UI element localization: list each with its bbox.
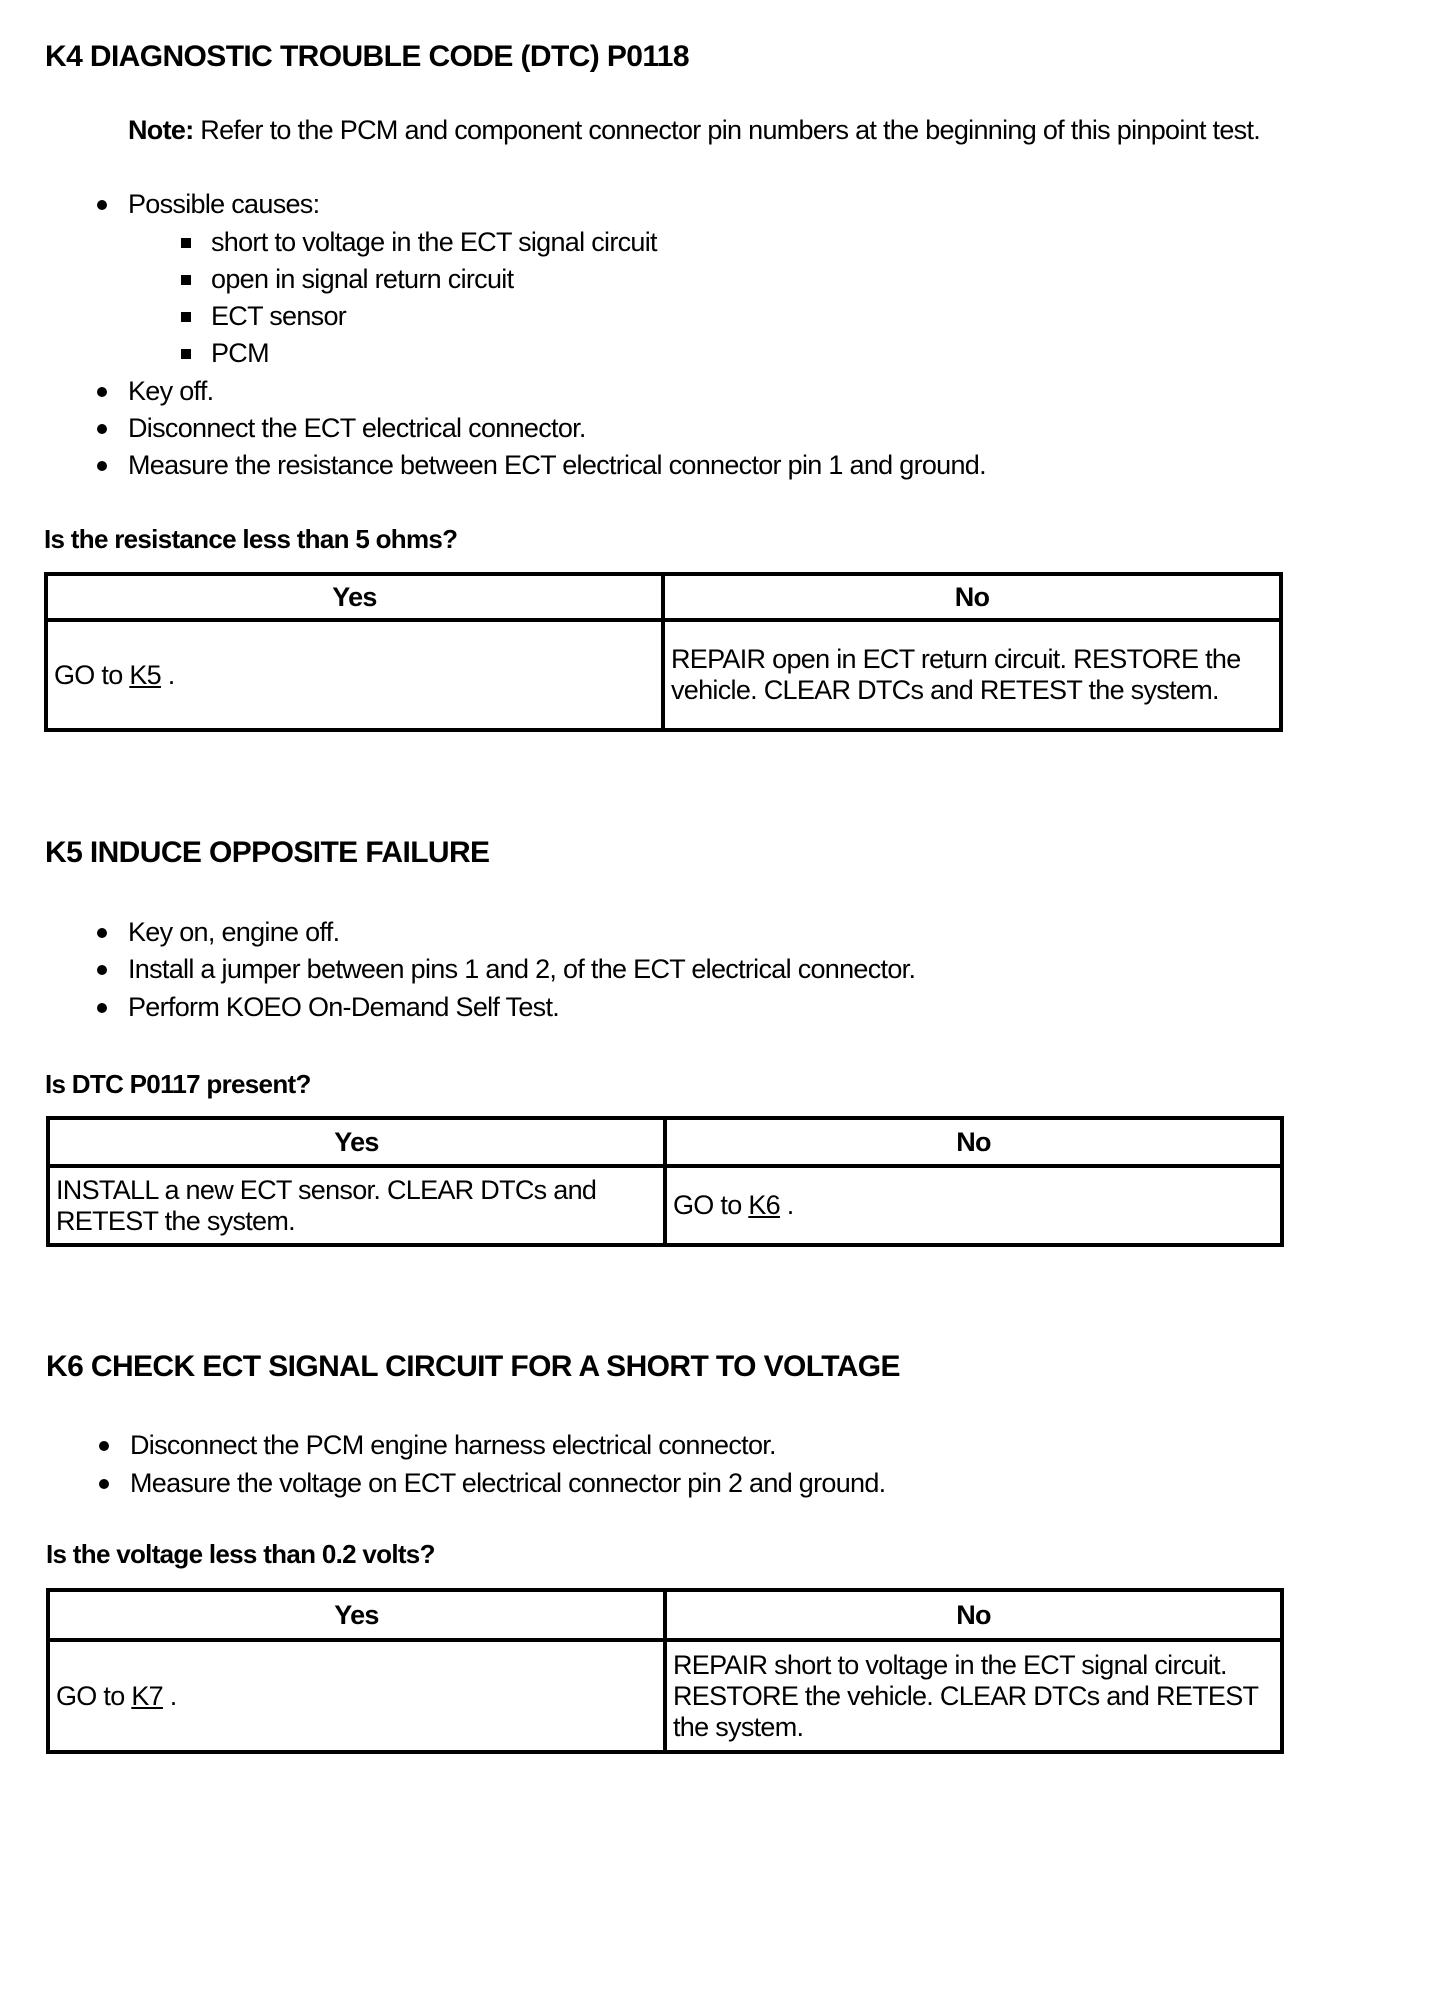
list-item: Key on, engine off. [128, 917, 340, 947]
list-item: Install a jumper between pins 1 and 2, of the ECT electrical connector. [128, 954, 916, 984]
cause-item: ECT sensor [211, 301, 347, 331]
question-k4: Is the resistance less than 5 ohms? [44, 524, 458, 554]
no-cell: REPAIR short to voltage in the ECT signal circuit. RESTORE the vehicle. CLEAR DTCs and RETEST the system. [665, 1640, 1282, 1752]
yes-header: Yes [48, 1590, 665, 1640]
bullet-icon [97, 965, 107, 975]
bullet-icon [97, 200, 107, 210]
answer-table-k5 [46, 1116, 1284, 1247]
link-k7[interactable]: K7 [131, 1680, 163, 1711]
link-k5[interactable]: K5 [129, 659, 161, 690]
no-cell [665, 1166, 1282, 1245]
no-suffix: . [779, 1190, 794, 1220]
cause-item: short to voltage in the ECT signal circuit [211, 227, 657, 257]
no-header: No [665, 1118, 1282, 1166]
bullet-icon [97, 461, 107, 471]
list-item: Disconnect the ECT electrical connector. [128, 413, 586, 443]
yes-cell: INSTALL a new ECT sensor. CLEAR DTCs and RETEST the system. [48, 1166, 665, 1245]
section-title-k6: K6 CHECK ECT SIGNAL CIRCUIT FOR A SHORT TO VOLTAGE [46, 1350, 900, 1383]
bullet-icon [97, 928, 107, 938]
yes-cell [46, 620, 663, 730]
yes-suffix: . [160, 659, 175, 690]
list-item: Measure the resistance between ECT electrical connector pin 1 and ground. [128, 450, 986, 480]
yes-cell [48, 1640, 665, 1752]
square-bullet-icon [181, 349, 191, 359]
note-label: Note: [128, 115, 194, 145]
no-text: GO to [673, 1190, 749, 1220]
answer-table-k4 [44, 572, 1283, 732]
cause-item: PCM [211, 338, 269, 368]
bullet-icon [97, 424, 107, 434]
square-bullet-icon [181, 238, 191, 248]
question-k5: Is DTC P0117 present? [45, 1069, 311, 1099]
note [128, 114, 1260, 146]
no-header: No [665, 1590, 1282, 1640]
square-bullet-icon [181, 275, 191, 285]
bullet-icon [97, 1003, 107, 1013]
note-text: Refer to the PCM and component connector pin numbers at the beginning of this pinpoint test. [193, 115, 1261, 145]
link-k6[interactable]: K6 [748, 1190, 780, 1220]
question-k6: Is the voltage less than 0.2 volts? [46, 1539, 435, 1569]
list-item: Possible causes: [128, 189, 320, 219]
list-item: Perform KOEO On-Demand Self Test. [128, 992, 560, 1022]
yes-text: GO to [56, 1680, 132, 1711]
bullet-icon [99, 1479, 109, 1489]
list-item: Disconnect the PCM engine harness electrical connector. [130, 1430, 776, 1460]
bullet-icon [97, 387, 107, 397]
section-title-k5: K5 INDUCE OPPOSITE FAILURE [45, 836, 490, 869]
list-item: Key off. [128, 376, 214, 406]
square-bullet-icon [181, 312, 191, 322]
yes-suffix: . [162, 1680, 177, 1711]
no-cell: REPAIR open in ECT return circuit. RESTORE the vehicle. CLEAR DTCs and RETEST the system. [663, 620, 1281, 730]
cause-item: open in signal return circuit [211, 264, 514, 294]
yes-header: Yes [48, 1118, 665, 1166]
bullet-icon [99, 1441, 109, 1451]
answer-table-k6 [46, 1588, 1284, 1754]
list-item: Measure the voltage on ECT electrical connector pin 2 and ground. [130, 1468, 886, 1498]
no-header: No [663, 574, 1281, 620]
section-title-k4: K4 DIAGNOSTIC TROUBLE CODE (DTC) P0118 [45, 40, 689, 73]
yes-text: GO to [54, 659, 130, 690]
yes-header: Yes [46, 574, 663, 620]
